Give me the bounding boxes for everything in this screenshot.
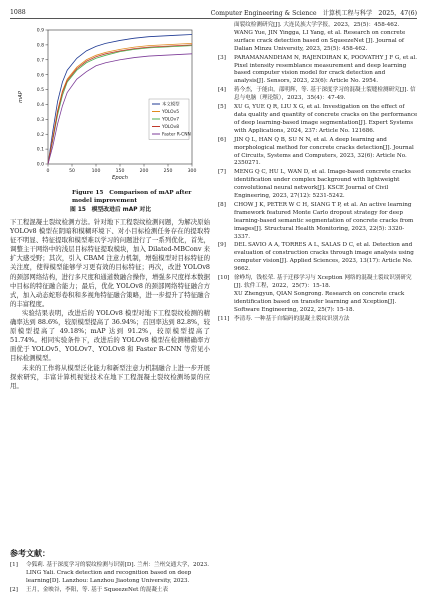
y-tick-label: 0.5	[36, 88, 44, 94]
y-tick-label: 0.7	[36, 58, 44, 64]
reference-item	[218, 202, 418, 242]
legend-entry: YOLOv8	[162, 125, 180, 131]
x-tick-label: 100	[91, 169, 101, 174]
reference-number: [6]	[218, 136, 226, 143]
y-tick-label: 0.6	[36, 73, 44, 79]
reference-number: [2]	[10, 586, 18, 593]
references-heading: 参考文献：	[10, 549, 50, 558]
reference-text: JIN Q L, HAN Q B, SU N N, et al. A deep learning and morphological method for concrete cracks detection[J]. Journal of Circuits, Systems and Computers, 2023, 32(6): Article No. 2350271.	[234, 136, 414, 167]
y-tick-label: 0.8	[36, 43, 44, 49]
x-tick-label: 200	[139, 169, 149, 174]
reference-text: MENG Q C, HU L, WAN D, et al. Image-based concrete cracks identification under complex background with lightweight convolutional neural network[J]. KSCE Journal of Civil Engineering, 2023, 27(12): 5231-5242.	[234, 169, 411, 200]
reference-number	[218, 22, 234, 54]
reference-item	[218, 87, 418, 103]
reference-item	[218, 316, 418, 324]
reference-text: 令狐莉. 基于深度学习的裂纹检测与识别[D]. 兰州：兰州交通大学，2023. LING Yali. Crack detection and recognition based on deep learning[D]. Lanzhou: Lanzhou Jiaotong University, 2023.	[26, 562, 210, 584]
x-tick-label: 0	[46, 169, 50, 174]
reference-text: 李清寿. 一种基于自编码的混凝土裂纹识别方法	[234, 315, 350, 322]
x-tick-label: 250	[163, 169, 173, 174]
reference-number: [11]	[218, 315, 230, 322]
reference-number: [1]	[10, 562, 18, 568]
body-paragraph-1: 下工程混凝土裂纹检测方法。针对地下工程裂纹检测问题，为解决原始 YOLOv8 模型在阴暗和模糊环境下、对小目标检测任务存在的提取特征不明显、特征提取和模型难以学习的问题进行了一系列优化，首先，调整主干网络中的浅层目标特征提取模块，加入 Dilated-MBConv 来扩大感受野；其次，引入 CBAM 注意力机制，增强模型对目标特征的关注度，使得模型能够学习更有效的目标特征；再次，改进 YOLOv8 的颈部网络结构，进行多尺度和通道数融合操作，增强多尺度样本数据中目标的特征融合能力；最后，优化 YOLOv8 的颈部网络特征融合方式，加入动态蛇形卷积和多视角特征融合策略，进一步提升了特征融合的丰富程度。	[10, 218, 210, 308]
reference-item	[218, 275, 418, 315]
x-tick-label: 50	[69, 169, 75, 174]
reference-text: 徐峥均，钱松荣. 基于迁移学习与 Xception 网络的混凝土裂纹识别研究[J]. 软件工程，2022，25(7)：15-18. XU Zhengyun, QIAN Songrong. Research on concrete crack identification based on transfer learning and Xception[J]. Software Engineering, 2022, 25(7): 15-18.	[234, 275, 412, 313]
page-number: 1088	[10, 8, 26, 16]
map-comparison-chart	[10, 22, 210, 187]
body-paragraph-2: 实验结果表明，改进后的 YOLOv8 模型对地下工程裂纹检测的精确率达到 88.6%，较原模型提高了 36.94%；召回率达到 82.8%，较原模型提高了 49.18%；mAP 达到 91.2%，较原模型提高了 51.74%。相同实验条件下，改进后的 YOLOv8 模型在检测精确率方面优于 YOLOv5、YOLOv7、YOLOv8 和 Faster R-CNN 等常见小目标检测模型。	[10, 308, 210, 363]
reference-text: 蒋今杰，于能由，邵明辉，等. 基于深度学习的混凝土裂缝检测研究[J]. 信息与电脑（理论版），2023，35(4)：47-49.	[234, 87, 416, 102]
journal-header: Computer Engineering & Science 计算机工程与科学 2025，47(6)	[210, 9, 417, 17]
running-header	[10, 6, 417, 18]
reference-text: PARAMANANDHAM N, RAJENDIRAN K, POOVATHY J F G, et al. Pixel intensity resemblance measurement and deep learning based computer vision model for crack detection and analysis[J]. Sensors, 2023, 23(6): Article No. 2954.	[234, 54, 418, 85]
reference-text: 面裂纹检测研究[J]. 大连民族大学学报，2023，25(5)：458-462. WANG Yue, JIN Yingga, LI Yang, et al. Research on concrete surface crack detection based on SqueezeNet [J]. Journal of Dalian Minzu University, 2023, 25(5): 458-462.	[234, 22, 406, 52]
y-tick-label: 0.3	[36, 117, 44, 123]
reference-item	[218, 104, 418, 136]
body-paragraph-3: 未来的工作将从模型泛化能力和新型注意力机制融合上进一步开展探索研究，丰富计算机视觉技术在地下工程混凝土裂纹检测场景的应用。	[10, 363, 210, 390]
legend-entry: Faster R-CNN	[162, 132, 191, 138]
references-list-right	[218, 22, 418, 325]
reference-number: [8]	[218, 201, 226, 208]
y-tick-label: 0.0	[36, 162, 44, 168]
x-tick-label: 150	[115, 169, 125, 174]
x-axis-label: Epoch	[112, 175, 128, 181]
reference-text: XU G, YUE Q R, LIU X G, et al. Investigation on the effect of data quality and quantity of concrete cracks on the performance of deep learning-based image segmentation[J]. Expert Systems with Applications, 2024, 237: Article No. 121686.	[234, 104, 418, 134]
reference-number: [7]	[218, 169, 226, 176]
plot-frame	[48, 30, 192, 164]
reference-text: DEL SAVIO A A, TORRES A L, SALAS D C, et al. Detection and evaluation of construction cracks through image analysis using computer vision[J]. Applied Sciences, 2023, 13(17): Article No. 9662.	[234, 242, 414, 273]
reference-item	[218, 137, 418, 169]
y-tick-label: 0.9	[36, 28, 44, 34]
reference-item	[218, 242, 418, 274]
body-text	[10, 218, 210, 391]
reference-item	[10, 587, 210, 595]
figure-caption-en: Figure 15 Comparison of mAP after model improvement	[72, 190, 192, 204]
reference-number: [9]	[218, 242, 226, 249]
y-tick-label: 0.4	[36, 103, 44, 109]
y-tick-label: 0.2	[36, 132, 44, 138]
legend-entry: YOLOv5	[162, 110, 180, 116]
reference-item	[218, 169, 418, 201]
reference-number: [5]	[218, 104, 226, 111]
reference-text: 王月，金映谷，李阳，等. 基于 SqueezeNet 的混凝土表	[26, 586, 169, 593]
reference-number: [3]	[218, 54, 226, 61]
reference-number: [4]	[218, 87, 226, 94]
reference-item	[218, 55, 418, 87]
y-axis-label: mAP	[18, 91, 24, 103]
x-tick-label: 300	[187, 169, 197, 174]
reference-item	[10, 562, 210, 586]
header-rule	[10, 18, 417, 19]
y-tick-label: 0.1	[36, 147, 44, 153]
references-list-left	[10, 562, 210, 596]
legend-entry: 本文模型	[162, 102, 180, 108]
reference-text: CHOW J K, PETER W C H, SIANG T P, et al. An active learning framework featured Monte Carlo dropout strategy for deep learning-based semantic segmentation of concrete cracks from images[J]. Structural Health Monitoring, 2023, 22(5): 3320-3337.	[234, 201, 414, 240]
legend-entry: YOLOv7	[162, 117, 180, 123]
figure-caption-zh: 图 15 模型改进后 mAP 对比	[70, 207, 152, 213]
reference-number: [10]	[218, 275, 230, 282]
reference-item	[218, 22, 418, 54]
